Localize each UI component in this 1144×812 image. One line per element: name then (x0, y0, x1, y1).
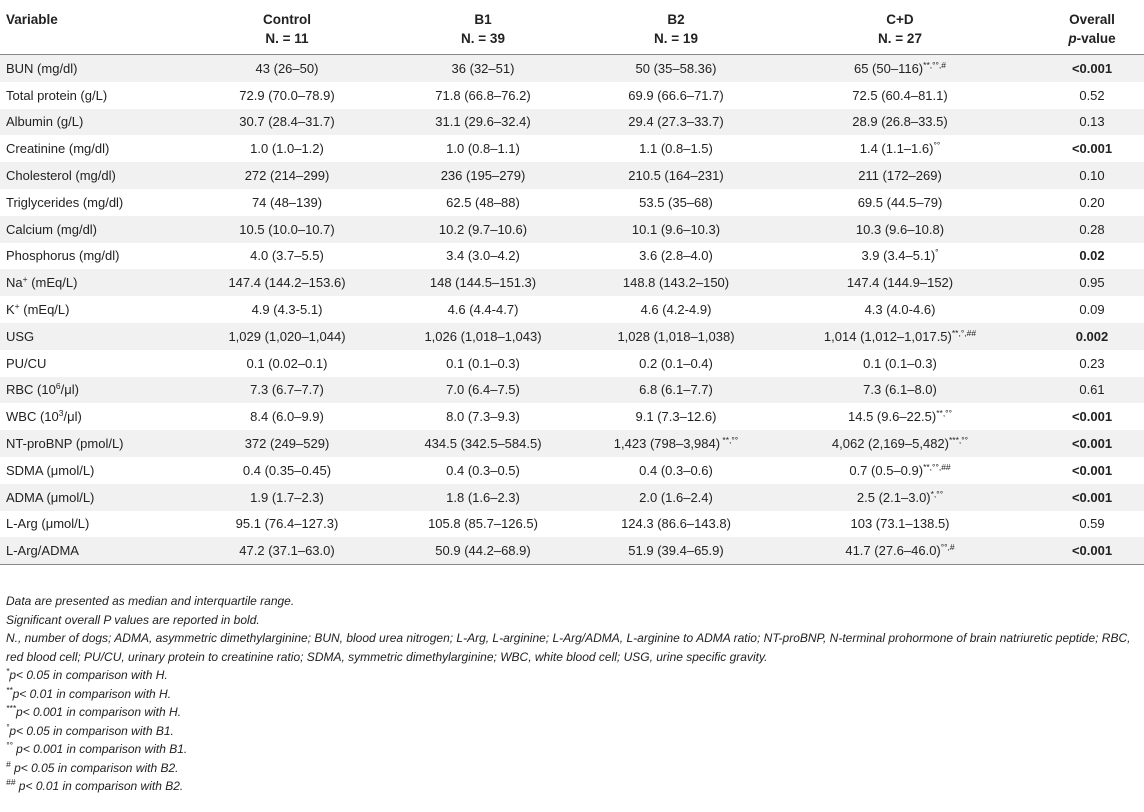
variable-name: Calcium (mg/dl) (6, 221, 98, 237)
significance-marker: **,°°,## (923, 461, 951, 472)
header-overall-rest: -value (1076, 31, 1116, 46)
cell-p-value: 0.09 (1079, 302, 1105, 318)
cell-value: 43 (26–50) (255, 60, 319, 76)
cell-value: 2.0 (1.6–2.4) (639, 489, 713, 505)
significance-marker: **,°°,# (923, 59, 947, 70)
cell-variable (0, 243, 200, 270)
cell-value: 211 (172–269) (858, 168, 942, 184)
cell-value: 72.5 (60.4–81.1) (852, 87, 948, 103)
cell-p-value: 0.002 (1075, 328, 1109, 344)
footnote-text: p< 0.01 in comparison with B2. (15, 779, 184, 793)
header-group-n: N. = 11 (265, 31, 309, 46)
cell-b1 (374, 243, 592, 270)
cell-value: 69.5 (44.5–79) (857, 194, 943, 210)
variable-name: Triglycerides (mg/dl) (6, 194, 124, 210)
cell-cd (760, 243, 1040, 270)
footnote-marker: ° (6, 721, 10, 732)
cell-value: 372 (249–529) (244, 436, 330, 452)
cell-b1 (374, 135, 592, 162)
cell-cd (760, 55, 1040, 82)
cell-b1 (374, 511, 592, 538)
cell-cd (760, 82, 1040, 109)
cell-value: 31.1 (29.6–32.4) (435, 114, 531, 130)
footnote (6, 611, 1136, 630)
footnote (6, 722, 1136, 741)
cell-cd (760, 430, 1040, 457)
header-group-n: N. = 39 (461, 31, 505, 46)
footnote (6, 685, 1136, 704)
cell-p-value: <0.001 (1071, 60, 1113, 76)
cell-value: 1.4 (1.1–1.6) (859, 141, 934, 157)
cell-b2 (592, 269, 760, 296)
table-row (0, 55, 1144, 82)
cell-value: 8.0 (7.3–9.3) (446, 409, 520, 425)
cell-control (200, 511, 374, 538)
cell-value: 2.5 (2.1–3.0) (856, 489, 931, 505)
cell-p-value: 0.02 (1079, 248, 1105, 264)
cell-p-value: <0.001 (1071, 409, 1113, 425)
footnote-marker: # (6, 758, 11, 769)
footnote (6, 703, 1136, 722)
header-overall-line1: Overall (1069, 12, 1115, 27)
cell-value: 3.6 (2.8–4.0) (639, 248, 713, 264)
cell-value: 236 (195–279) (440, 168, 526, 184)
header-group-name: B1 (474, 12, 492, 27)
cell-cd (760, 484, 1040, 511)
cell-variable (0, 323, 200, 350)
table-row (0, 82, 1144, 109)
header-group-b1 (374, 2, 592, 55)
footnote (6, 777, 1136, 796)
cell-value: 41.7 (27.6–46.0) (845, 543, 941, 559)
cell-value: 47.2 (37.1–63.0) (239, 543, 335, 559)
cell-b2 (592, 296, 760, 323)
variable-name: L-Arg/ADMA (6, 543, 79, 559)
cell-p-value: 0.95 (1079, 275, 1105, 291)
cell-value: 10.1 (9.6–10.3) (631, 221, 721, 237)
cell-cd (760, 135, 1040, 162)
cell-value: 0.1 (0.02–0.1) (246, 355, 328, 371)
cell-control (200, 537, 374, 564)
significance-marker: ° (935, 247, 939, 258)
cell-variable (0, 377, 200, 404)
footnote-marker: °° (6, 740, 13, 750)
cell-value: 74 (48–139) (251, 194, 323, 210)
cell-value: 1,029 (1,020–1,044) (228, 328, 346, 344)
cell-value: 7.3 (6.1–8.0) (863, 382, 937, 398)
cell-control (200, 484, 374, 511)
cell-cd (760, 457, 1040, 484)
cell-variable (0, 296, 200, 323)
cell-value: 69.9 (66.6–71.7) (628, 87, 724, 103)
header-variable: Variable (6, 12, 58, 27)
variable-name: Creatinine (mg/dl) (6, 141, 110, 157)
table-row (0, 323, 1144, 350)
cell-variable (0, 269, 200, 296)
cell-variable (0, 457, 200, 484)
table-header (0, 2, 1144, 55)
cell-value: 0.1 (0.1–0.3) (446, 355, 520, 371)
cell-b1 (374, 403, 592, 430)
cell-value: 0.4 (0.3–0.5) (446, 462, 520, 478)
cell-cd (760, 269, 1040, 296)
cell-b2 (592, 323, 760, 350)
cell-value: 7.0 (6.4–7.5) (446, 382, 520, 398)
cell-control (200, 55, 374, 82)
cell-b2 (592, 537, 760, 564)
footnote (6, 592, 1136, 611)
cell-b1 (374, 162, 592, 189)
cell-value: 147.4 (144.9–152) (846, 275, 954, 291)
cell-value: 1.1 (0.8–1.5) (639, 141, 713, 157)
cell-value: 51.9 (39.4–65.9) (628, 543, 724, 559)
cell-b1 (374, 537, 592, 564)
cell-p-value: <0.001 (1071, 489, 1113, 505)
cell-cd (760, 377, 1040, 404)
cell-value: 147.4 (144.2–153.6) (228, 275, 346, 291)
table-footnotes (6, 592, 1136, 796)
footnote-text: p< 0.05 in comparison with B2. (10, 760, 179, 775)
significance-marker: **,°° (936, 408, 952, 419)
cell-value: 148 (144.5–151.3) (429, 275, 537, 291)
cell-value: 50.9 (44.2–68.9) (435, 543, 531, 559)
table-row (0, 109, 1144, 136)
table-row (0, 484, 1144, 511)
cell-b2 (592, 55, 760, 82)
cell-value: 103 (73.1–138.5) (850, 516, 950, 532)
cell-p-value: <0.001 (1071, 543, 1113, 559)
cell-b2 (592, 430, 760, 457)
cell-value: 1.8 (1.6–2.3) (446, 489, 520, 505)
variable-name: Cholesterol (mg/dl) (6, 168, 116, 184)
cell-control (200, 457, 374, 484)
cell-value: 4,062 (2,169–5,482) (831, 436, 949, 452)
cell-value: 7.3 (6.7–7.7) (250, 382, 324, 398)
cell-value: 36 (32–51) (451, 60, 515, 76)
significance-marker: °° (933, 140, 941, 151)
cell-b2 (592, 135, 760, 162)
footnote-text: p< 0.001 in comparison with B1. (12, 742, 188, 756)
cell-variable (0, 430, 200, 457)
cell-value: 6.8 (6.1–7.7) (639, 382, 713, 398)
cell-value: 1,026 (1,018–1,043) (424, 328, 542, 344)
variable-name: WBC (10 (6, 409, 59, 425)
cell-value: 50 (35–58.36) (635, 60, 717, 76)
cell-control (200, 269, 374, 296)
cell-value: 4.3 (4.0-4.6) (864, 302, 936, 318)
variable-name: PU/CU (6, 355, 47, 371)
cell-cd (760, 403, 1040, 430)
footnote (6, 740, 1136, 759)
variable-superscript: 6 (55, 381, 61, 392)
cell-control (200, 135, 374, 162)
header-group-control (200, 2, 374, 55)
variable-name: K (6, 302, 15, 318)
cell-b1 (374, 55, 592, 82)
cell-cd (760, 296, 1040, 323)
cell-value: 65 (50–116) (853, 60, 924, 76)
cell-cd (760, 109, 1040, 136)
footnote-text: N., number of dogs; ADMA, asymmetric dimethylarginine; BUN, blood urea nitrogen; L-Arg, L-arginine; L-Arg/ADMA, L-arginine to ADMA ratio; NT-proBNP, N-terminal prohormone of brain natriuretic peptide; RBC, red blood cell; PU/CU, urinary protein to creatinine ratio; SDMA, symmetric dimethylarginine; WBC, white blood cell; USG, urine specific gravity. (6, 631, 1131, 664)
variable-name: NT-proBNP (pmol/L) (6, 436, 124, 452)
cell-value: 0.7 (0.5–0.9) (849, 462, 924, 478)
variable-superscript: + (14, 301, 20, 312)
footnote-text: p< 0.05 in comparison with B1. (9, 723, 174, 738)
cell-b1 (374, 269, 592, 296)
cell-value: 3.4 (3.0–4.2) (446, 248, 520, 264)
significance-marker: *,°° (930, 488, 944, 499)
cell-value: 8.4 (6.0–9.9) (250, 409, 324, 425)
footnote-text: Significant overall P values are reported in bold. (6, 612, 260, 627)
footnote-marker: ## (6, 777, 16, 787)
cell-value: 1.9 (1.7–2.3) (250, 489, 324, 505)
cell-value: 1,028 (1,018–1,038) (617, 328, 735, 344)
cell-b2 (592, 511, 760, 538)
variable-unit: (mEq/L) (19, 302, 70, 318)
cell-b1 (374, 350, 592, 377)
cell-p-value: 0.13 (1079, 114, 1105, 130)
significance-marker: ***,°° (949, 435, 969, 446)
table-row (0, 296, 1144, 323)
cell-cd (760, 323, 1040, 350)
cell-control (200, 216, 374, 243)
cell-b1 (374, 457, 592, 484)
footnote (6, 629, 1136, 666)
header-group-name: B2 (667, 12, 685, 27)
header-row (0, 2, 1144, 55)
cell-b2 (592, 403, 760, 430)
variable-superscript: + (22, 274, 28, 285)
cell-b2 (592, 350, 760, 377)
table-row (0, 430, 1144, 457)
significance-marker: **,°,## (951, 327, 977, 338)
cell-p-value: 0.59 (1079, 516, 1105, 532)
cell-value: 62.5 (48–88) (446, 194, 520, 210)
table-row (0, 216, 1144, 243)
cell-b1 (374, 216, 592, 243)
cell-value: 434.5 (342.5–584.5) (424, 436, 542, 452)
cell-p-value: <0.001 (1071, 436, 1113, 452)
cell-variable (0, 55, 200, 82)
cell-variable (0, 135, 200, 162)
header-group-name: C+D (886, 12, 914, 27)
cell-b1 (374, 484, 592, 511)
cell-value: 1.0 (0.8–1.1) (446, 141, 520, 157)
cell-b2 (592, 457, 760, 484)
cell-value: 53.5 (35–68) (639, 194, 713, 210)
cell-p-value: 0.61 (1079, 382, 1105, 398)
variable-unit: /μl) (63, 409, 82, 425)
cell-control (200, 109, 374, 136)
cell-control (200, 350, 374, 377)
cell-value: 1.0 (1.0–1.2) (250, 141, 324, 157)
cell-value: 4.6 (4.4-4.7) (447, 302, 519, 318)
cell-value: 0.4 (0.35–0.45) (242, 462, 332, 478)
cell-value: 0.2 (0.1–0.4) (639, 355, 713, 371)
cell-variable (0, 82, 200, 109)
cell-b2 (592, 82, 760, 109)
cell-b2 (592, 216, 760, 243)
cell-control (200, 323, 374, 350)
cell-cd (760, 216, 1040, 243)
variable-name: RBC (10 (6, 382, 56, 398)
cell-value: 1,423 (798–3,984) (613, 436, 721, 452)
cell-variable (0, 537, 200, 564)
header-group-n: N. = 27 (878, 31, 922, 46)
cell-b2 (592, 377, 760, 404)
table-row (0, 403, 1144, 430)
table-row (0, 537, 1144, 564)
cell-variable (0, 189, 200, 216)
cell-p-value: 0.52 (1079, 87, 1105, 103)
cell-variable (0, 216, 200, 243)
header-overall-p-italic: p (1068, 31, 1077, 46)
header-group-b2 (592, 2, 760, 55)
significance-marker: °°,# (940, 542, 955, 553)
cell-control (200, 296, 374, 323)
table-row (0, 457, 1144, 484)
cell-b1 (374, 430, 592, 457)
lab-results-table (0, 2, 1144, 565)
table-row (0, 189, 1144, 216)
table-row (0, 135, 1144, 162)
cell-control (200, 189, 374, 216)
cell-value: 10.5 (10.0–10.7) (239, 221, 335, 237)
cell-value: 210.5 (164–231) (628, 168, 724, 184)
footnote-text: p< 0.01 in comparison with H. (12, 686, 172, 701)
cell-cd (760, 189, 1040, 216)
cell-b1 (374, 323, 592, 350)
cell-value: 28.9 (26.8–33.5) (852, 114, 948, 130)
cell-b1 (374, 82, 592, 109)
cell-value: 0.4 (0.3–0.6) (639, 462, 713, 478)
cell-b2 (592, 484, 760, 511)
cell-cd (760, 162, 1040, 189)
footnote (6, 666, 1136, 685)
table-row (0, 377, 1144, 404)
cell-b2 (592, 109, 760, 136)
cell-b1 (374, 189, 592, 216)
cell-value: 272 (214–299) (244, 168, 330, 184)
cell-cd (760, 511, 1040, 538)
cell-value: 71.8 (66.8–76.2) (435, 87, 531, 103)
cell-b1 (374, 296, 592, 323)
variable-name: USG (6, 328, 35, 344)
footnote-text: p< 0.05 in comparison with H. (9, 668, 168, 682)
header-group-n: N. = 19 (654, 31, 698, 46)
cell-p-value: 0.23 (1079, 355, 1105, 371)
cell-b1 (374, 377, 592, 404)
cell-value: 29.4 (27.3–33.7) (628, 114, 724, 130)
header-overall-p (1040, 2, 1144, 55)
variable-name: SDMA (μmol/L) (6, 462, 95, 478)
cell-value: 9.1 (7.3–12.6) (635, 409, 717, 425)
table-body (0, 55, 1144, 565)
cell-variable (0, 511, 200, 538)
cell-b2 (592, 162, 760, 189)
cell-value: 4.6 (4.2-4.9) (640, 302, 712, 318)
cell-value: 4.9 (4.3-5.1) (251, 302, 323, 318)
variable-name: Na (6, 275, 23, 291)
cell-value: 10.3 (9.6–10.8) (855, 221, 945, 237)
cell-cd (760, 350, 1040, 377)
footnote (6, 759, 1136, 778)
cell-p-value: <0.001 (1071, 141, 1113, 157)
cell-cd (760, 537, 1040, 564)
cell-control (200, 243, 374, 270)
table-row (0, 511, 1144, 538)
table-row (0, 162, 1144, 189)
cell-p-value: <0.001 (1071, 462, 1113, 478)
cell-value: 14.5 (9.6–22.5) (848, 409, 937, 425)
cell-value: 105.8 (85.7–126.5) (428, 516, 538, 532)
variable-name: ADMA (μmol/L) (6, 489, 95, 505)
cell-value: 30.7 (28.4–31.7) (239, 114, 335, 130)
footnote-marker: ** (6, 684, 13, 695)
cell-p-value: 0.20 (1079, 194, 1105, 210)
cell-variable (0, 350, 200, 377)
cell-control (200, 430, 374, 457)
footnote-marker: *** (6, 703, 16, 713)
cell-variable (0, 484, 200, 511)
cell-value: 95.1 (76.4–127.3) (235, 516, 339, 532)
cell-p-value: 0.28 (1079, 221, 1105, 237)
cell-value: 1,014 (1,012–1,017.5) (823, 328, 952, 344)
cell-variable (0, 109, 200, 136)
header-group-name: Control (263, 12, 311, 27)
cell-variable (0, 403, 200, 430)
footnote-marker: * (6, 666, 10, 676)
cell-value: 3.9 (3.4–5.1) (861, 248, 936, 264)
header-group-cd (760, 2, 1040, 55)
table-row (0, 350, 1144, 377)
variable-name: Phosphorus (mg/dl) (6, 248, 120, 264)
cell-value: 148.8 (143.2–150) (622, 275, 730, 291)
cell-p-value: 0.10 (1079, 168, 1105, 184)
footnote-text: p< 0.001 in comparison with H. (15, 705, 182, 719)
cell-control (200, 82, 374, 109)
variable-name: L-Arg (μmol/L) (6, 516, 90, 532)
cell-value: 4.0 (3.7–5.5) (250, 248, 324, 264)
cell-value: 10.2 (9.7–10.6) (438, 221, 528, 237)
cell-value: 0.1 (0.1–0.3) (863, 355, 937, 371)
variable-unit: (mEq/L) (27, 275, 78, 291)
significance-marker: **,°° (720, 435, 739, 446)
table-row (0, 243, 1144, 270)
cell-control (200, 162, 374, 189)
variable-name: Albumin (g/L) (6, 114, 84, 130)
cell-b2 (592, 189, 760, 216)
footnote-text: Data are presented as median and interquartile range. (6, 594, 295, 608)
cell-control (200, 403, 374, 430)
cell-control (200, 377, 374, 404)
cell-value: 72.9 (70.0–78.9) (239, 87, 335, 103)
cell-value: 124.3 (86.6–143.8) (621, 516, 731, 532)
variable-superscript: 3 (58, 408, 64, 419)
cell-b1 (374, 109, 592, 136)
table-row (0, 269, 1144, 296)
cell-variable (0, 162, 200, 189)
cell-b2 (592, 243, 760, 270)
variable-unit: /μl) (60, 382, 79, 398)
variable-name: BUN (mg/dl) (6, 60, 78, 76)
variable-name: Total protein (g/L) (6, 87, 108, 103)
